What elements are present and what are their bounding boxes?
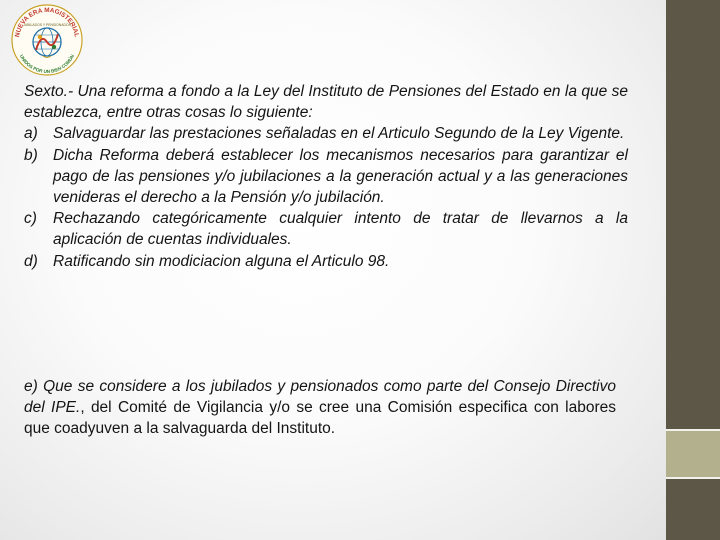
logo-ring-text: JUBILADOS Y PENSIONADOS bbox=[23, 23, 71, 27]
logo-bottom-text: UNIDOS POR UN BIEN COMÚN bbox=[18, 53, 76, 75]
sidebar-divider-bottom bbox=[666, 477, 720, 479]
list-item bbox=[24, 208, 628, 250]
list-item-text: Ratificando sin modiciacion alguna el Articulo 98. bbox=[53, 252, 390, 270]
list-marker: a) bbox=[24, 125, 38, 143]
list-marker: d) bbox=[24, 252, 38, 270]
item-e-paragraph bbox=[24, 376, 616, 440]
list-marker: c) bbox=[24, 210, 37, 228]
sidebar-block-accent bbox=[666, 430, 720, 478]
sidebar-divider-top bbox=[666, 429, 720, 431]
main-text-block bbox=[24, 81, 628, 272]
logo-top-text: NUEVA ERA MAGISTERIAL bbox=[14, 6, 80, 38]
list-item bbox=[24, 251, 628, 272]
item-e-italic-text: e) Que se considere a los jubilados y pensionados como parte del Consejo Directivo del IPE. bbox=[24, 377, 616, 416]
list-item bbox=[24, 145, 628, 209]
list-item-text: Dicha Reforma deberá establecer los mecanismos necesarios para garantizar el pago de las pensiones y/o jubilaciones a la generación actual y a las generaciones venideras el derecho a la Pensión y/o jubilación. bbox=[53, 146, 628, 207]
intro-paragraph: Sexto.- Una reforma a fondo a la Ley del Instituto de Pensiones del Estado en la que se establezca, entre otras cosas lo siguiente: bbox=[24, 83, 628, 122]
list-item-text: Salvaguardar las prestaciones señaladas en el Articulo Segundo de la Ley Vigente. bbox=[53, 125, 625, 143]
organization-logo bbox=[10, 3, 84, 77]
sidebar-block-top bbox=[666, 0, 720, 430]
decorative-sidebar bbox=[666, 0, 720, 540]
list-item-text: Rechazando categóricamente cualquier intento de tratar de llevarnos a la aplicación de cuentas individuales. bbox=[53, 210, 628, 249]
reform-points-list bbox=[24, 123, 628, 271]
list-marker: b) bbox=[24, 146, 38, 164]
item-e-text: , del Comité de Vigilancia y/o se cree una Comisión especifica con labores que coadyuven a la salvaguarda del Instituto. bbox=[24, 398, 616, 437]
sidebar-block-bottom bbox=[666, 478, 720, 540]
list-item bbox=[24, 123, 628, 144]
